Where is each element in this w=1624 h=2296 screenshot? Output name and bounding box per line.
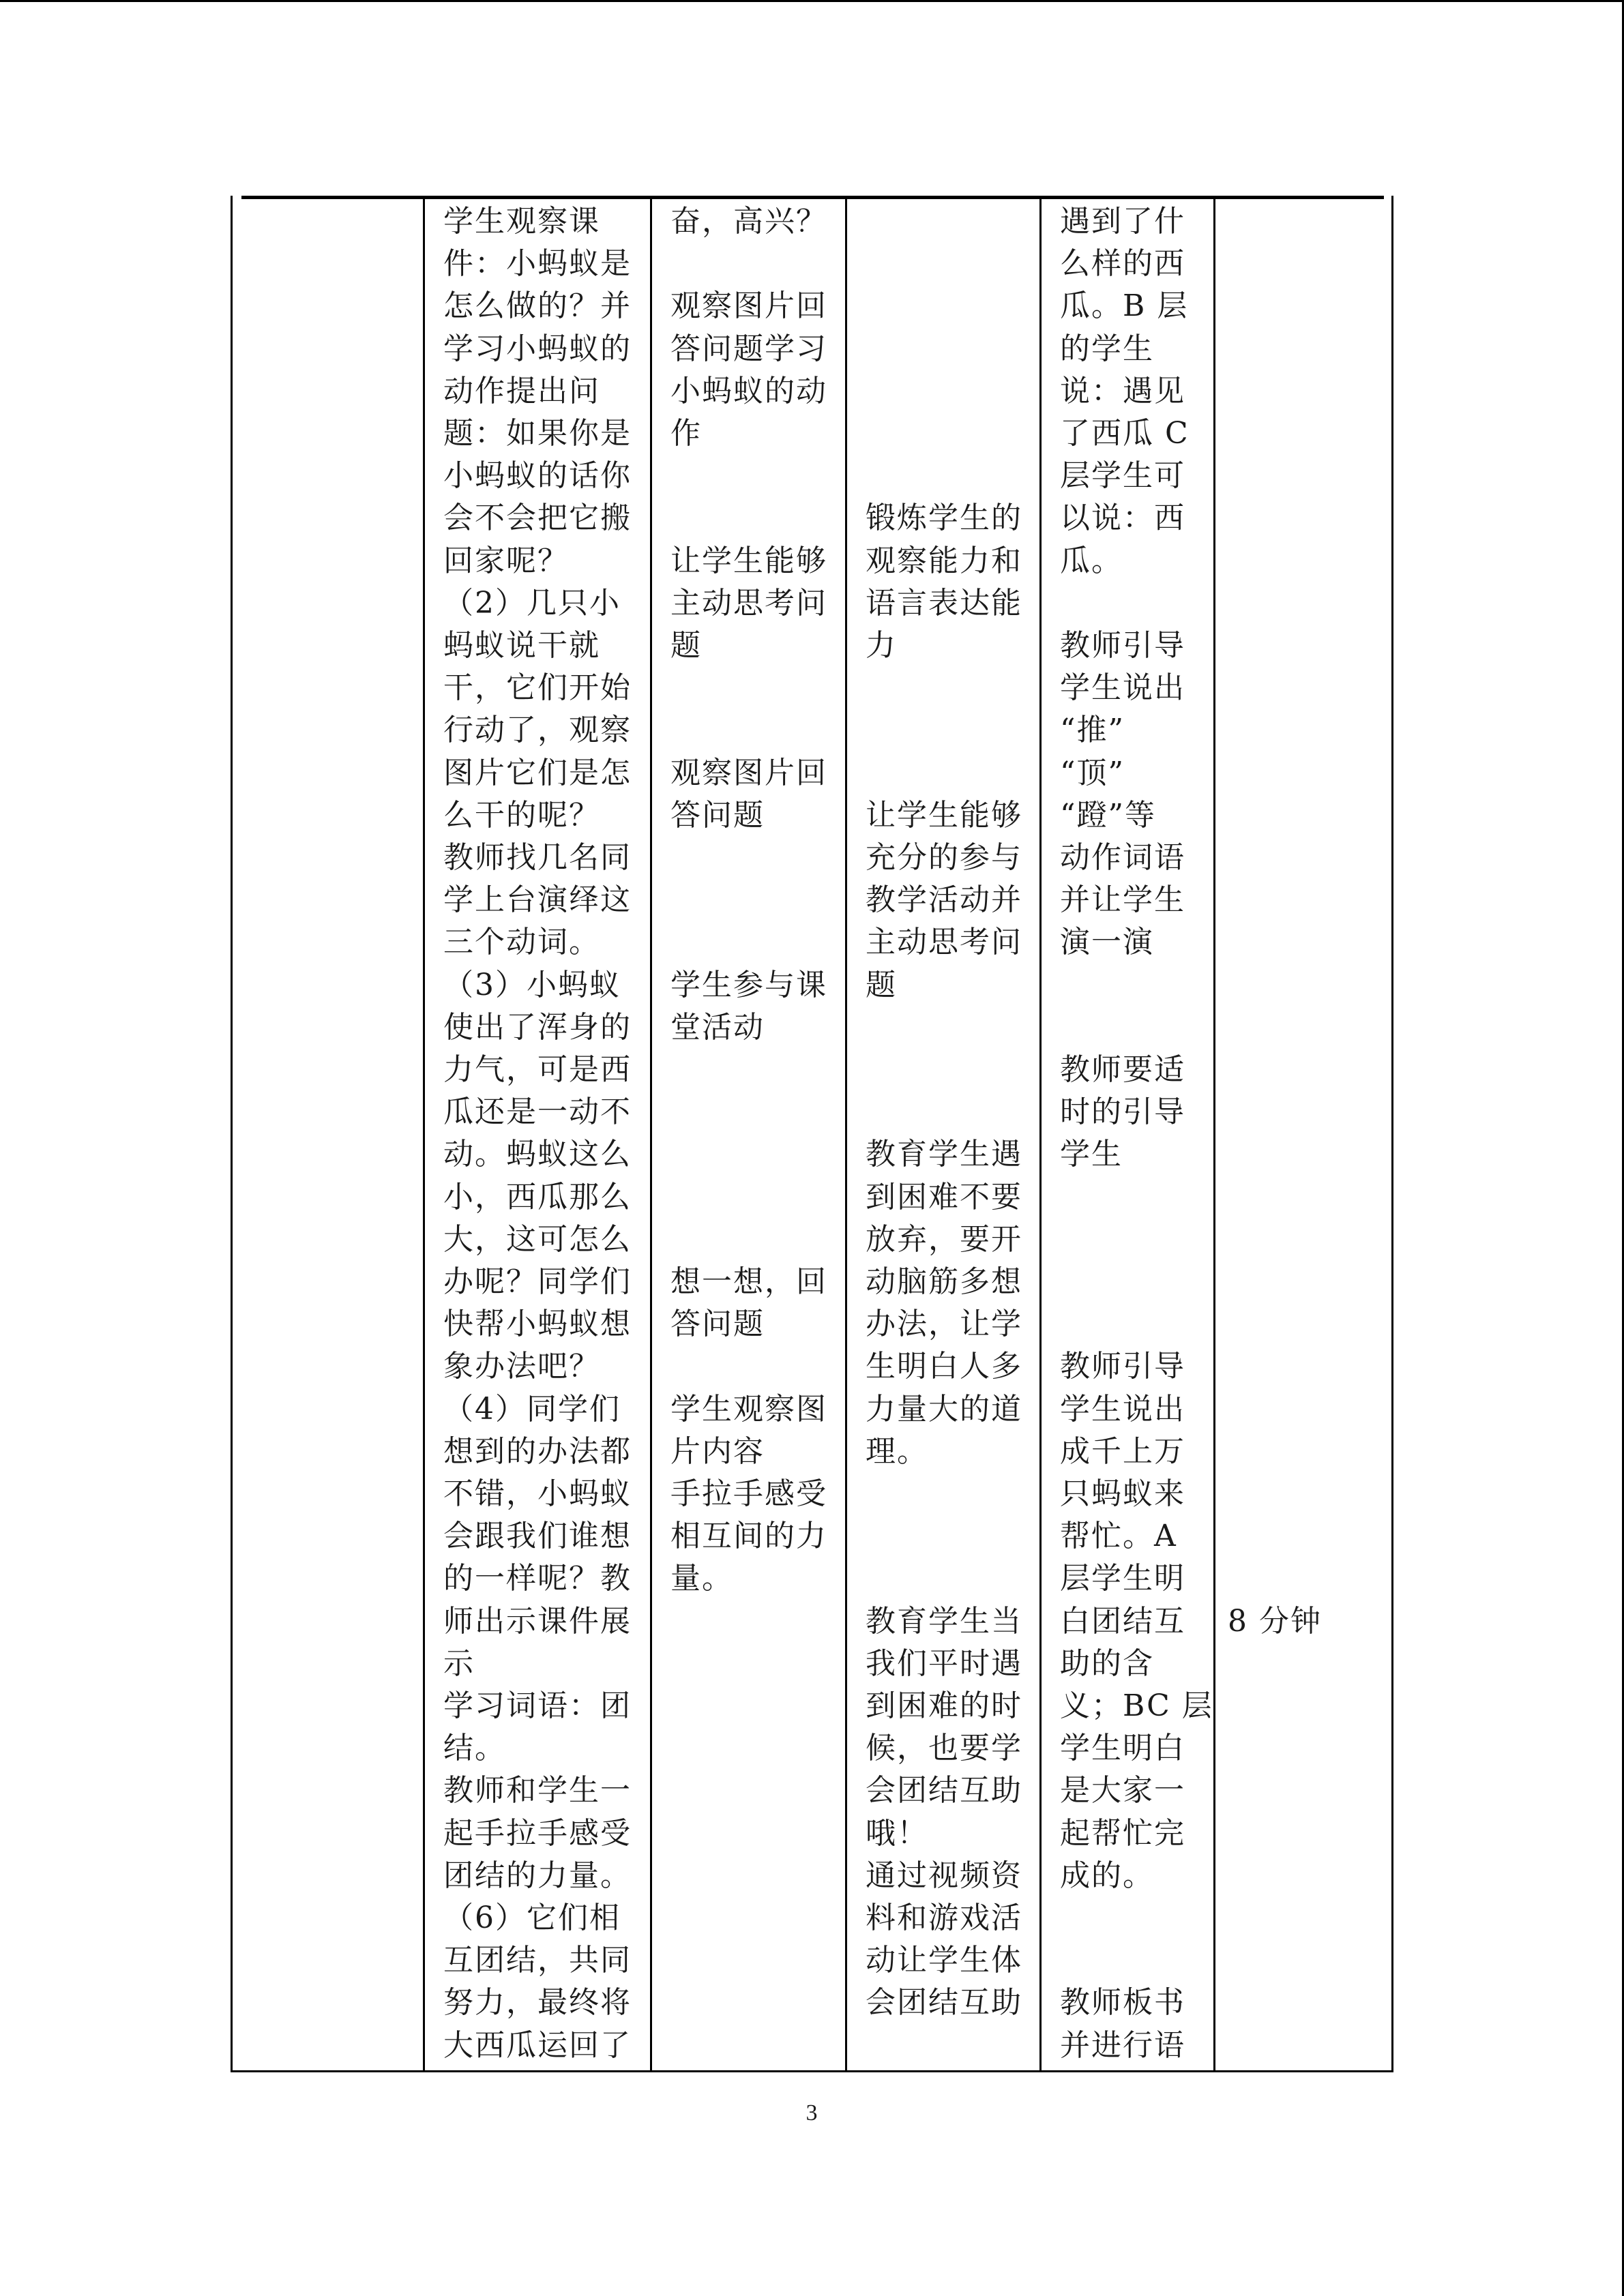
activity-line: 三个动词。 [443, 925, 600, 959]
student-line: 答问题 [670, 1307, 765, 1341]
time-label: 8 分钟 [1228, 1604, 1322, 1639]
layer-line: 层学生可 [1060, 458, 1185, 493]
intent-line: 动脑筋多想 [866, 1264, 1022, 1299]
activity-line: 学生观察课 [443, 204, 600, 239]
student-line: 手拉手感受 [670, 1476, 827, 1511]
activity-line: 么干的呢？ [443, 798, 600, 833]
activity-line: 大，这可怎么 [443, 1222, 632, 1257]
student-line: 观察图片回 [670, 756, 827, 790]
layer-line: “蹬”等 [1060, 798, 1156, 833]
intent-line: 教学活动并 [866, 882, 1022, 917]
activity-line: 的一样呢？教 [443, 1561, 632, 1596]
layer-line: 起帮忙完 [1060, 1816, 1185, 1851]
student-line: 题 [670, 628, 702, 663]
activity-line: 快帮小蚂蚁想 [443, 1307, 632, 1341]
activity-line: 努力，最终将 [443, 1985, 632, 2020]
layer-line: 以说：西 [1060, 501, 1185, 535]
layer-line: 学生说出 [1060, 670, 1185, 705]
layer-line: 教师引导 [1060, 628, 1185, 663]
layer-line: 了西瓜 C [1060, 416, 1190, 451]
layer-line: 说：遇见 [1060, 374, 1185, 408]
table-border-right [1391, 196, 1393, 2072]
activity-line: 瓜还是一动不 [443, 1094, 632, 1129]
activity-line: 力气，可是西 [443, 1052, 632, 1087]
column-divider [1213, 196, 1215, 2072]
intent-line: 观察能力和 [866, 543, 1022, 578]
activity-line: 怎么做的？并 [443, 288, 632, 323]
student-line: 观察图片回 [670, 288, 827, 323]
layer-line: 只蚂蚁来 [1060, 1476, 1185, 1511]
activity-line: 象办法吧？ [443, 1349, 600, 1384]
lesson-plan-table [231, 196, 1393, 2072]
activity-line: 蚂蚁说干就 [443, 628, 600, 663]
student-line: 答问题学习 [670, 331, 827, 366]
intent-line: 会团结互助 [866, 1985, 1022, 2020]
intent-line: 到困难的时 [866, 1688, 1022, 1723]
layer-line: 层学生明 [1060, 1561, 1185, 1596]
activity-line: （3）小蚂蚁 [443, 968, 621, 1002]
activity-line: 会不会把它搬 [443, 501, 632, 535]
activity-line: 小，西瓜那么 [443, 1180, 632, 1214]
intent-line: 语言表达能 [866, 586, 1022, 621]
activity-line: 小蚂蚁的话你 [443, 458, 632, 493]
activity-line: 师出示课件展 [443, 1604, 632, 1639]
student-line: 片内容 [670, 1434, 765, 1469]
intent-line: 理。 [866, 1434, 928, 1469]
student-line: 学生观察图 [670, 1392, 827, 1427]
layer-line: 助的含 [1060, 1646, 1154, 1681]
activity-line: 教师找几名同 [443, 840, 632, 875]
intent-line: 教育学生遇 [866, 1137, 1022, 1172]
activity-line: 学上台演绎这 [443, 882, 632, 917]
activity-line: 会跟我们谁想 [443, 1519, 632, 1553]
intent-line: 哦！ [866, 1816, 928, 1851]
layer-line: 瓜。B 层 [1060, 288, 1189, 323]
activity-line: （4）同学们 [443, 1392, 621, 1427]
layer-line: 瓜。 [1060, 543, 1123, 578]
layer-line: 动作词语 [1060, 840, 1185, 875]
intent-line: 办法，让学 [866, 1307, 1022, 1341]
layer-line: 义；BC 层 [1060, 1688, 1213, 1723]
activity-line: 学习小蚂蚁的 [443, 331, 632, 366]
intent-line: 候，也要学 [866, 1731, 1022, 1765]
intent-line: 我们平时遇 [866, 1646, 1022, 1681]
activity-line: 大西瓜运回了 [443, 2028, 632, 2063]
layer-line: 成的。 [1060, 1858, 1154, 1893]
column-divider [423, 196, 425, 2072]
activity-line: 示 [443, 1646, 475, 1681]
activity-line: 办呢？同学们 [443, 1264, 632, 1299]
student-line: 答问题 [670, 798, 765, 833]
intent-line: 主动思考问 [866, 925, 1022, 959]
layer-line: 么样的西 [1060, 246, 1185, 281]
student-line: 学生参与课 [670, 968, 827, 1002]
activity-line: 行动了，观察 [443, 713, 632, 747]
intent-line: 动让学生体 [866, 1943, 1022, 1978]
layer-line: 教师要适 [1060, 1052, 1185, 1087]
layer-line: 学生 [1060, 1137, 1123, 1172]
activity-line: 不错，小蚂蚁 [443, 1476, 632, 1511]
layer-line: “推” [1060, 713, 1125, 747]
layer-line: 教师板书 [1060, 1985, 1185, 2020]
activity-line: 动。蚂蚁这么 [443, 1137, 632, 1172]
page-number: 3 [806, 2100, 818, 2126]
layer-line: 教师引导 [1060, 1349, 1185, 1384]
activity-line: 教师和学生一 [443, 1773, 632, 1808]
layer-line: 学生说出 [1060, 1392, 1185, 1427]
table-bottom-rule [231, 2070, 1393, 2072]
intent-line: 题 [866, 968, 897, 1002]
intent-line: 力 [866, 628, 897, 663]
student-line: 让学生能够 [670, 543, 827, 578]
activity-line: 题：如果你是 [443, 416, 632, 451]
intent-line: 锻炼学生的 [866, 501, 1022, 535]
intent-line: 生明白人多 [866, 1349, 1022, 1384]
layer-line: 时的引导 [1060, 1094, 1185, 1129]
student-line: 相互间的力 [670, 1519, 827, 1553]
activity-line: 动作提出问 [443, 374, 600, 408]
layer-line: 并进行语 [1060, 2028, 1185, 2063]
student-line: 堂活动 [670, 1010, 765, 1045]
intent-line: 放弃，要开 [866, 1222, 1022, 1257]
layer-line: 是大家一 [1060, 1773, 1185, 1808]
intent-line: 到困难不要 [866, 1180, 1022, 1214]
layer-line: 帮忙。A [1060, 1519, 1177, 1553]
column-divider [1039, 196, 1042, 2072]
activity-line: 图片它们是怎 [443, 756, 632, 790]
student-line: 主动思考问 [670, 586, 827, 621]
intent-line: 通过视频资 [866, 1858, 1022, 1893]
intent-line: 力量大的道 [866, 1392, 1022, 1427]
layer-line: 的学生 [1060, 331, 1154, 366]
student-line: 奋，高兴？ [670, 204, 827, 239]
activity-line: （2）几只小 [443, 586, 621, 621]
activity-line: 干，它们开始 [443, 670, 632, 705]
intent-line: 料和游戏活 [866, 1900, 1022, 1935]
student-line: 想一想，回 [670, 1264, 827, 1299]
activity-line: 结。 [443, 1731, 506, 1765]
column-divider [845, 196, 847, 2072]
layer-line: 遇到了什 [1060, 204, 1185, 239]
layer-line: 成千上万 [1060, 1434, 1185, 1469]
layer-line: 白团结互 [1060, 1604, 1185, 1639]
intent-line: 会团结互助 [866, 1773, 1022, 1808]
intent-line: 教育学生当 [866, 1604, 1022, 1639]
student-line: 作 [670, 416, 702, 451]
intent-line: 让学生能够 [866, 798, 1022, 833]
activity-line: 起手拉手感受 [443, 1816, 632, 1851]
activity-line: 学习词语：团 [443, 1688, 632, 1723]
activity-line: （6）它们相 [443, 1900, 621, 1935]
activity-line: 互团结，共同 [443, 1943, 632, 1978]
activity-line: 件：小蚂蚁是 [443, 246, 632, 281]
activity-line: 使出了浑身的 [443, 1010, 632, 1045]
activity-line: 回家呢？ [443, 543, 569, 578]
activity-line: 团结的力量。 [443, 1858, 632, 1893]
student-line: 小蚂蚁的动 [670, 374, 827, 408]
activity-line: 想到的办法都 [443, 1434, 632, 1469]
intent-line: 充分的参与 [866, 840, 1022, 875]
layer-line: 并让学生 [1060, 882, 1185, 917]
layer-line: 演一演 [1060, 925, 1154, 959]
page-top-border [0, 0, 1624, 2]
layer-line: 学生明白 [1060, 1731, 1185, 1765]
table-border-left [231, 196, 233, 2072]
layer-line: “顶” [1060, 756, 1125, 790]
column-divider [650, 196, 652, 2072]
student-line: 量。 [670, 1561, 733, 1596]
